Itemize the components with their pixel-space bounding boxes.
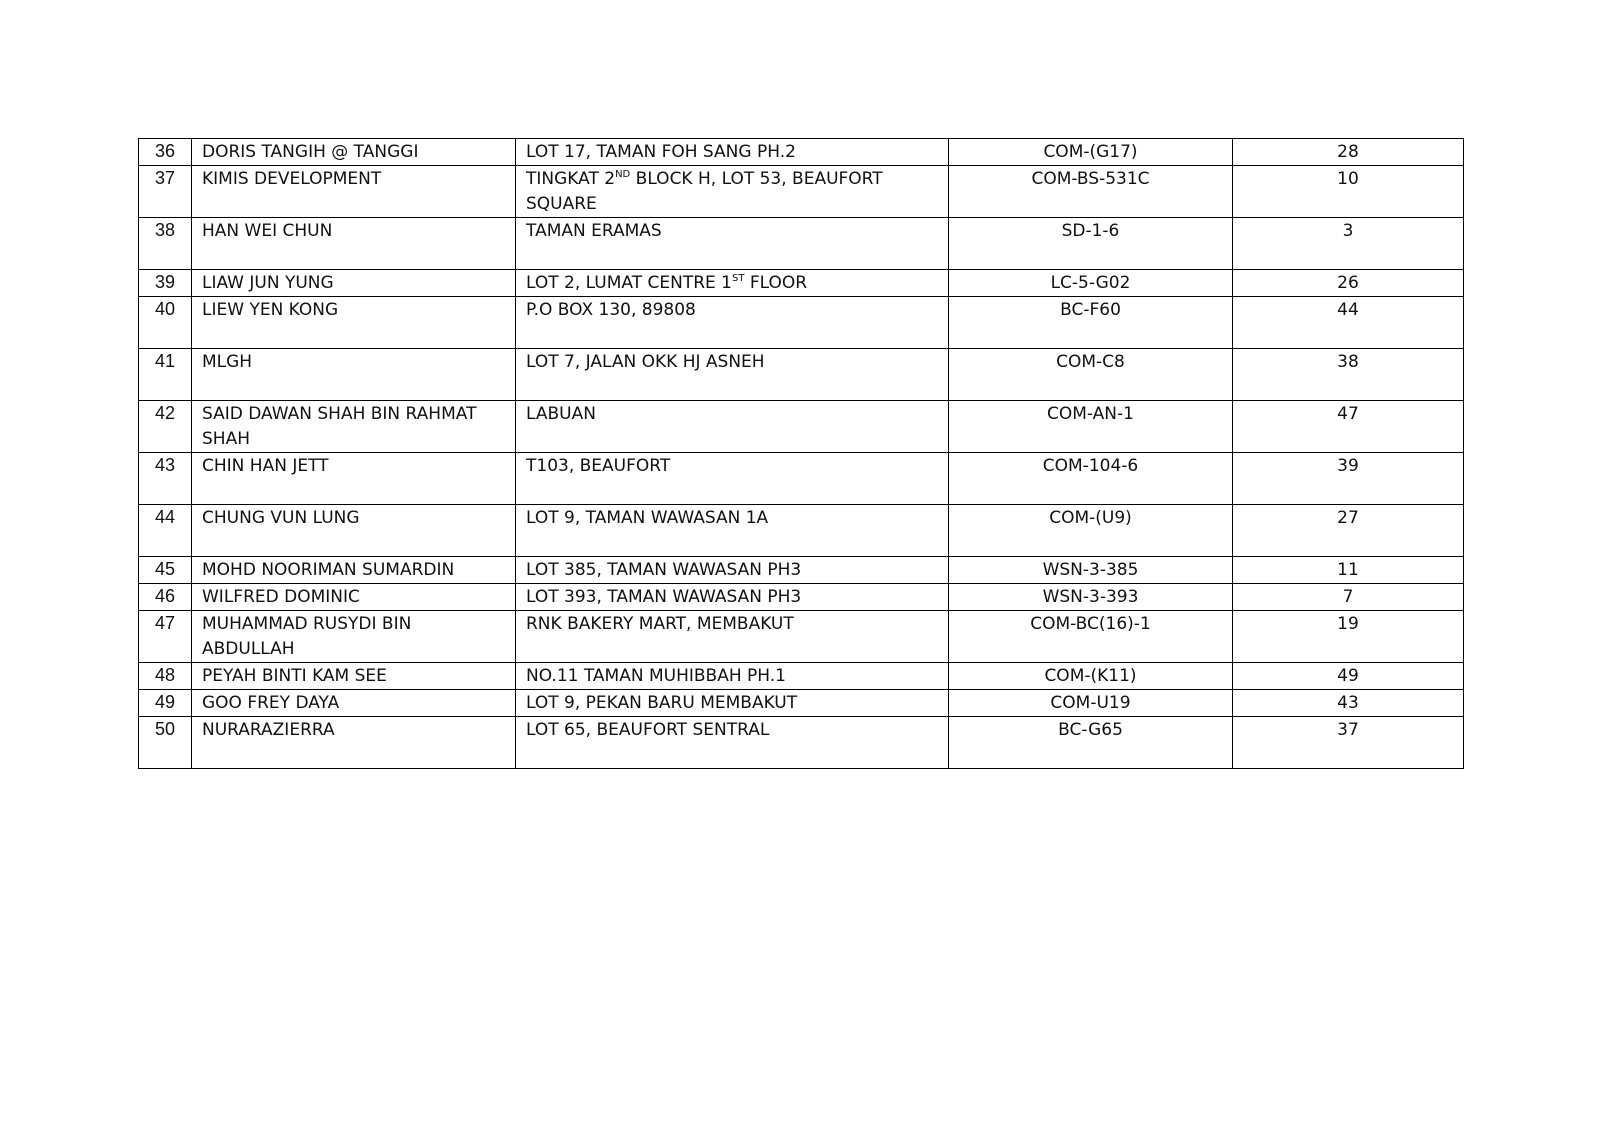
value-cell: 43 <box>1233 690 1464 717</box>
table-row <box>139 453 1464 505</box>
address-cell: LOT 17, TAMAN FOH SANG PH.2 <box>516 139 949 166</box>
name-cell: KIMIS DEVELOPMENT <box>192 166 516 218</box>
value-cell: 39 <box>1233 453 1464 505</box>
row-number: 46 <box>139 584 192 611</box>
code-cell: BC-G65 <box>949 717 1233 769</box>
value-cell: 37 <box>1233 717 1464 769</box>
code-cell: COM-U19 <box>949 690 1233 717</box>
address-cell: TAMAN ERAMAS <box>516 218 949 270</box>
name-cell: MOHD NOORIMAN SUMARDIN <box>192 557 516 584</box>
row-number: 44 <box>139 505 192 557</box>
row-number: 36 <box>139 139 192 166</box>
name-cell: LIEW YEN KONG <box>192 297 516 349</box>
value-cell: 19 <box>1233 611 1464 663</box>
table-row <box>139 611 1464 663</box>
code-cell: BC-F60 <box>949 297 1233 349</box>
name-cell: MLGH <box>192 349 516 401</box>
name-cell: HAN WEI CHUN <box>192 218 516 270</box>
row-number: 49 <box>139 690 192 717</box>
table-row <box>139 717 1464 769</box>
value-cell: 3 <box>1233 218 1464 270</box>
table-row <box>139 349 1464 401</box>
name-cell: NURARAZIERRA <box>192 717 516 769</box>
value-cell: 27 <box>1233 505 1464 557</box>
value-cell: 49 <box>1233 663 1464 690</box>
address-cell: T103, BEAUFORT <box>516 453 949 505</box>
table-row <box>139 401 1464 453</box>
value-cell: 11 <box>1233 557 1464 584</box>
row-number: 50 <box>139 717 192 769</box>
name-cell: DORIS TANGIH @ TANGGI <box>192 139 516 166</box>
code-cell: WSN-3-393 <box>949 584 1233 611</box>
value-cell: 7 <box>1233 584 1464 611</box>
row-number: 41 <box>139 349 192 401</box>
code-cell: COM-104-6 <box>949 453 1233 505</box>
value-cell: 10 <box>1233 166 1464 218</box>
name-cell: PEYAH BINTI KAM SEE <box>192 663 516 690</box>
code-cell: COM-AN-1 <box>949 401 1233 453</box>
table-body <box>139 139 1464 769</box>
row-number: 40 <box>139 297 192 349</box>
code-cell: COM-C8 <box>949 349 1233 401</box>
value-cell: 28 <box>1233 139 1464 166</box>
table-row <box>139 139 1464 166</box>
value-cell: 38 <box>1233 349 1464 401</box>
table-row <box>139 663 1464 690</box>
row-number: 43 <box>139 453 192 505</box>
data-table <box>138 138 1464 769</box>
address-cell: LOT 9, TAMAN WAWASAN 1A <box>516 505 949 557</box>
address-cell: P.O BOX 130, 89808 <box>516 297 949 349</box>
table-row <box>139 505 1464 557</box>
code-cell: COM-(G17) <box>949 139 1233 166</box>
code-cell: WSN-3-385 <box>949 557 1233 584</box>
value-cell: 44 <box>1233 297 1464 349</box>
code-cell: COM-(K11) <box>949 663 1233 690</box>
table-row <box>139 297 1464 349</box>
code-cell: COM-BC(16)-1 <box>949 611 1233 663</box>
code-cell: COM-(U9) <box>949 505 1233 557</box>
name-cell: SAID DAWAN SHAH BIN RAHMAT SHAH <box>192 401 516 453</box>
value-cell: 47 <box>1233 401 1464 453</box>
address-cell: LOT 9, PEKAN BARU MEMBAKUT <box>516 690 949 717</box>
row-number: 45 <box>139 557 192 584</box>
name-cell: MUHAMMAD RUSYDI BIN ABDULLAH <box>192 611 516 663</box>
row-number: 37 <box>139 166 192 218</box>
row-number: 38 <box>139 218 192 270</box>
row-number: 48 <box>139 663 192 690</box>
table-row <box>139 218 1464 270</box>
address-cell: LABUAN <box>516 401 949 453</box>
address-cell: LOT 385, TAMAN WAWASAN PH3 <box>516 557 949 584</box>
address-cell: LOT 393, TAMAN WAWASAN PH3 <box>516 584 949 611</box>
code-cell: LC-5-G02 <box>949 270 1233 297</box>
code-cell: COM-BS-531C <box>949 166 1233 218</box>
name-cell: CHIN HAN JETT <box>192 453 516 505</box>
name-cell: CHUNG VUN LUNG <box>192 505 516 557</box>
address-cell: TINGKAT 2ND BLOCK H, LOT 53, BEAUFORT SQUARE <box>516 166 949 218</box>
table-row <box>139 690 1464 717</box>
table-row <box>139 584 1464 611</box>
table-row <box>139 166 1464 218</box>
address-cell: NO.11 TAMAN MUHIBBAH PH.1 <box>516 663 949 690</box>
row-number: 47 <box>139 611 192 663</box>
name-cell: GOO FREY DAYA <box>192 690 516 717</box>
row-number: 42 <box>139 401 192 453</box>
table-row <box>139 557 1464 584</box>
table-row <box>139 270 1464 297</box>
value-cell: 26 <box>1233 270 1464 297</box>
address-cell: LOT 65, BEAUFORT SENTRAL <box>516 717 949 769</box>
address-cell: RNK BAKERY MART, MEMBAKUT <box>516 611 949 663</box>
name-cell: WILFRED DOMINIC <box>192 584 516 611</box>
name-cell: LIAW JUN YUNG <box>192 270 516 297</box>
address-cell: LOT 7, JALAN OKK HJ ASNEH <box>516 349 949 401</box>
address-cell: LOT 2, LUMAT CENTRE 1ST FLOOR <box>516 270 949 297</box>
row-number: 39 <box>139 270 192 297</box>
code-cell: SD-1-6 <box>949 218 1233 270</box>
